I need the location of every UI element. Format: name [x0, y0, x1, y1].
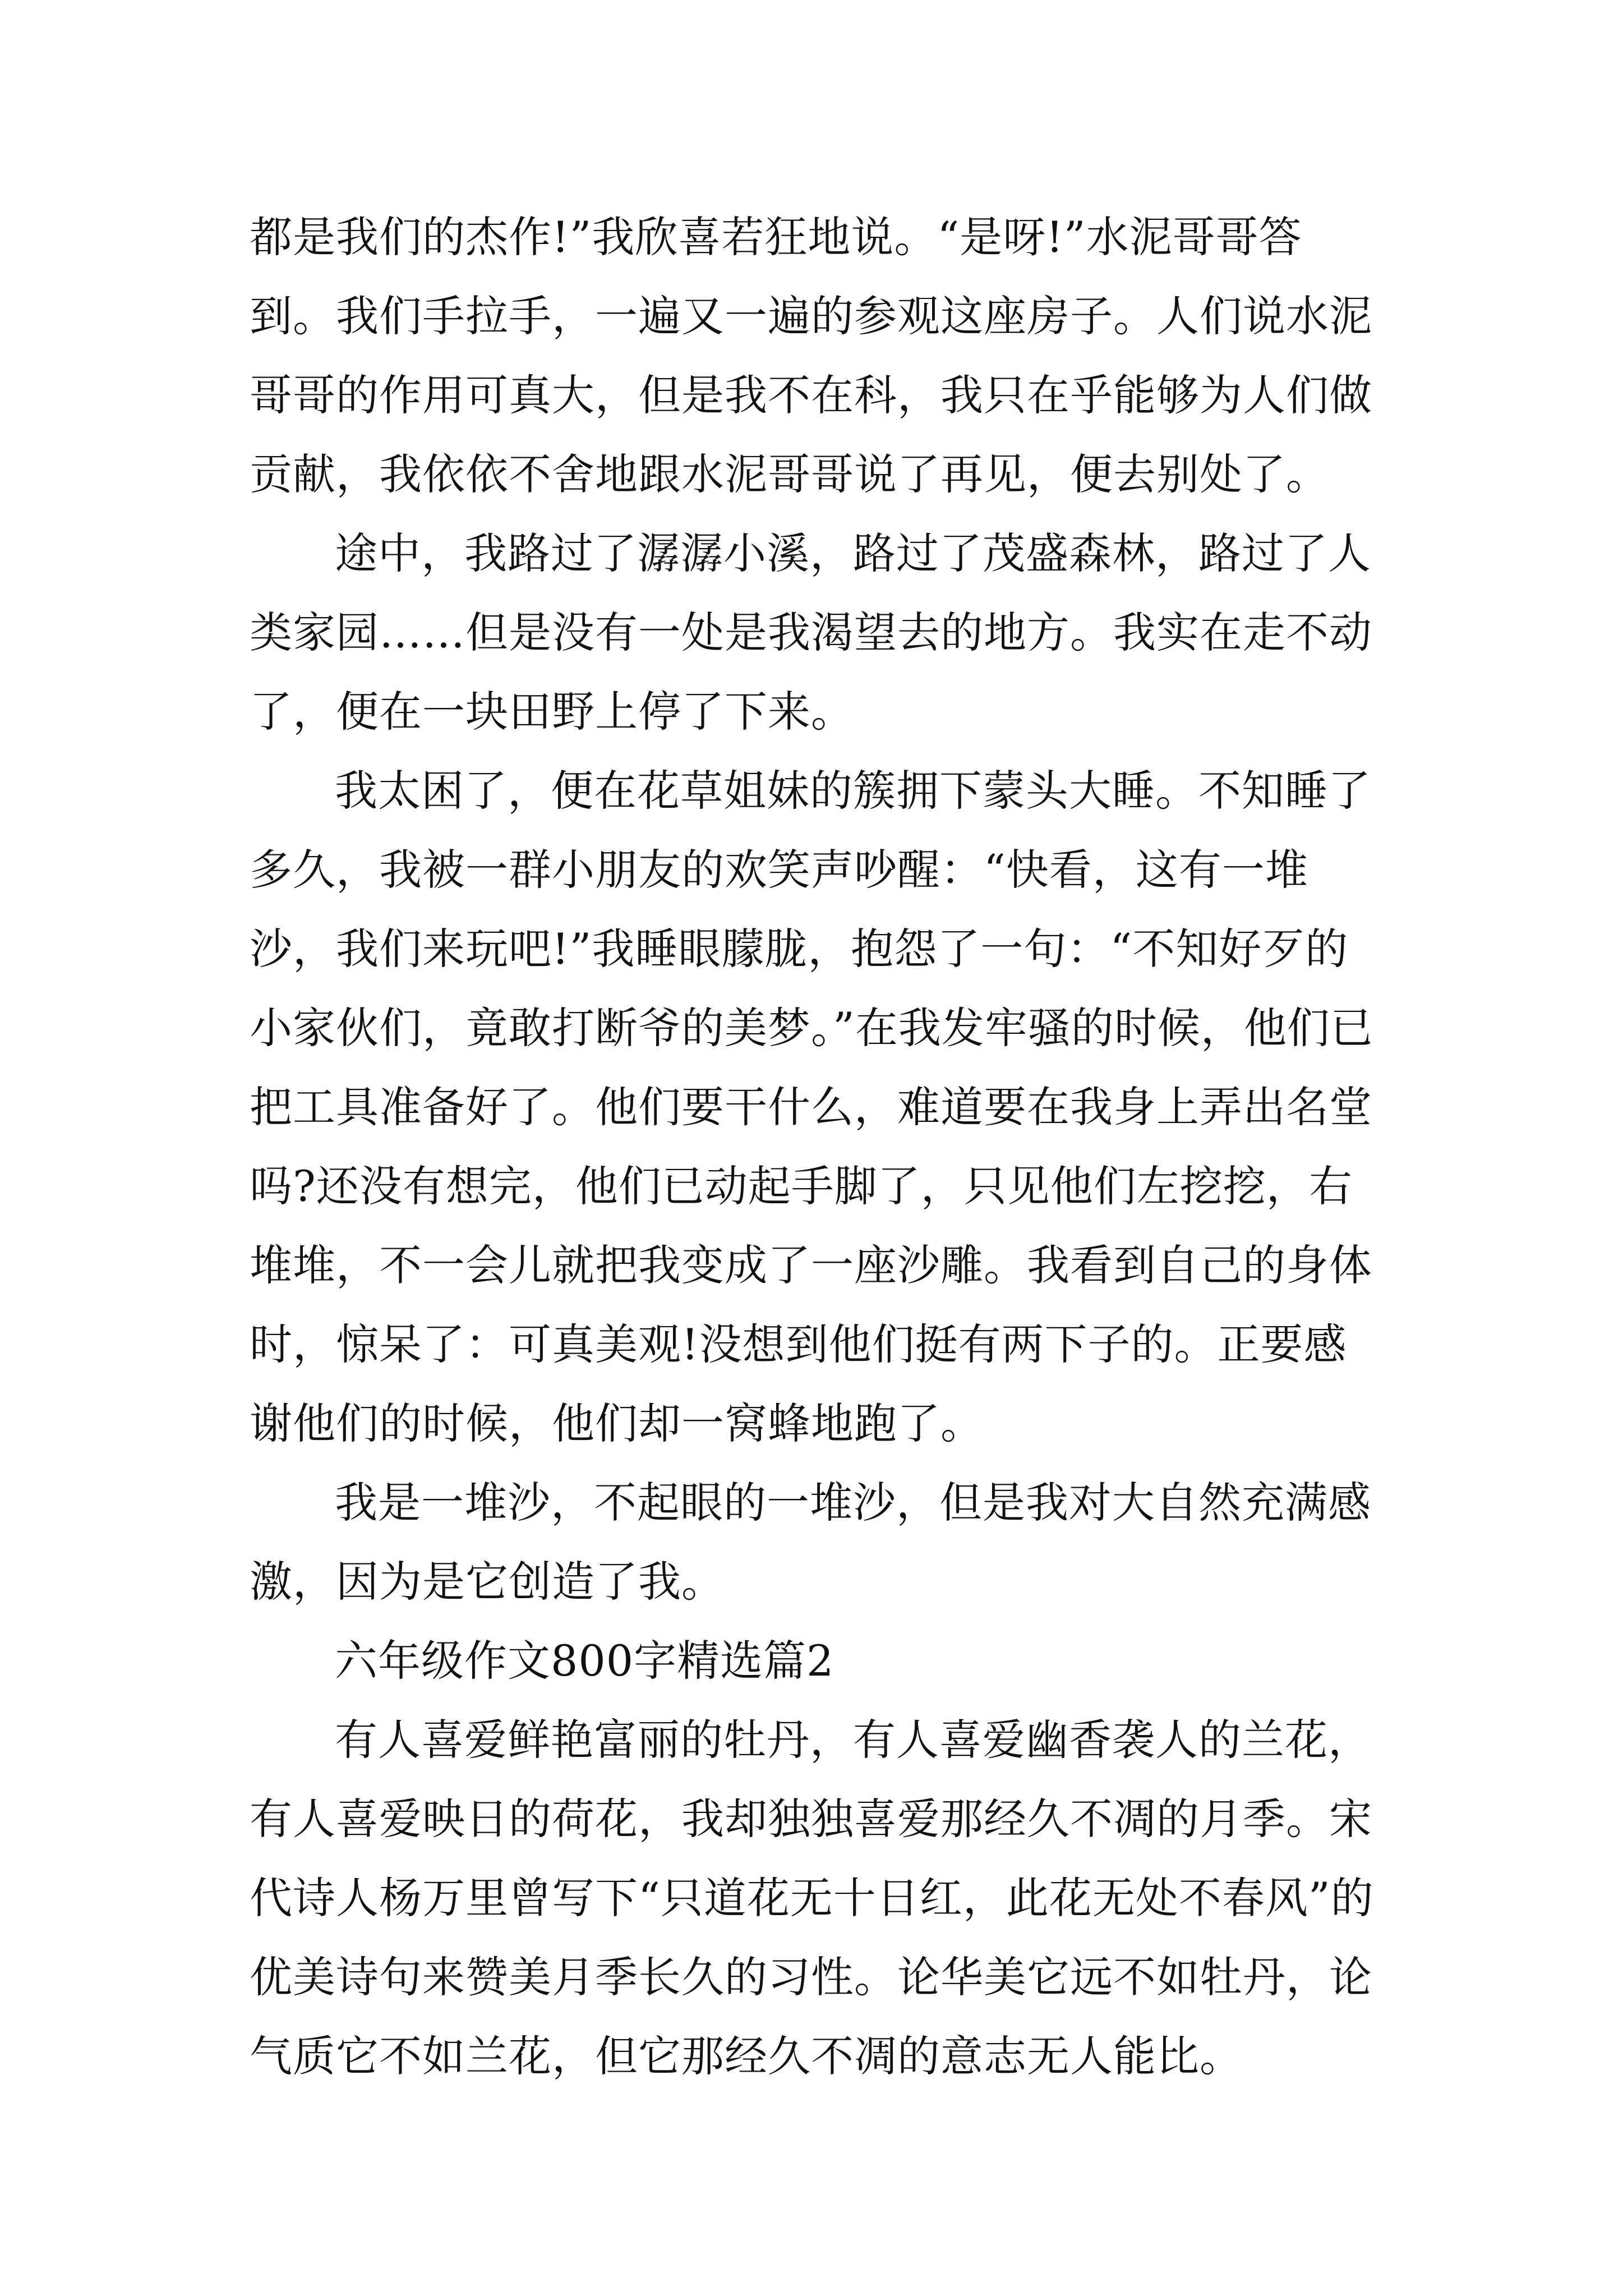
paragraph: 我是一堆沙，不起眼的一堆沙，但是我对大自然充满感激，因为是它创造了我。 — [250, 1478, 1371, 1607]
paragraph: 都是我们的杰作!”我欣喜若狂地说。“是呀!”水泥哥哥答到。我们手拉手，一遍又一遍的参观这座房子。人们说水泥哥哥的作用可真大，但是我不在科，我只在乎能够为人们做贡献，我依依不舍地跟水泥哥哥说了再见，便去别处了。 — [250, 212, 1372, 499]
paragraph: 有人喜爱鲜艳富丽的牡丹，有人喜爱幽香袭人的兰花，有人喜爱映日的荷花，我却独独喜爱那经久不凋的月季。宋代诗人杨万里曾写下“只道花无十日红，此花无处不春风”的优美诗句来赞美月季长久的习性。论华美它远不如牡丹，论气质它不如兰花，但它那经久不凋的意志无人能比。 — [250, 1715, 1374, 2081]
paragraph: 我太困了，便在花草姐妹的簇拥下蒙头大睡。不知睡了多久，我被一群小朋友的欢笑声吵醒：“快看，这有一堆沙，我们来玩吧!”我睡眼朦胧，抱怨了一句：“不知好歹的小家伙们，竟敢打断爷的美梦。”在我发牢骚的时候，他们已把工具准备好了。他们要干什么，难道要在我身上弄出名堂吗?还没有想完，他们已动起手脚了，只见他们左挖挖，右堆堆，不一会儿就把我变成了一座沙雕。我看到自己的身体时，惊呆了：可真美观!没想到他们挺有两下子的。正要感谢他们的时候，他们却一窝蜂地跑了。 — [250, 766, 1373, 1448]
section-heading: 六年级作文800字精选篇2 — [335, 1636, 834, 1686]
paragraph: 途中，我路过了潺潺小溪，路过了茂盛森林，路过了人类家园……但是没有一处是我渴望去的地方。我实在走不动了，便在一块田野上停了下来。 — [250, 528, 1372, 737]
document-body — [250, 197, 1377, 2096]
